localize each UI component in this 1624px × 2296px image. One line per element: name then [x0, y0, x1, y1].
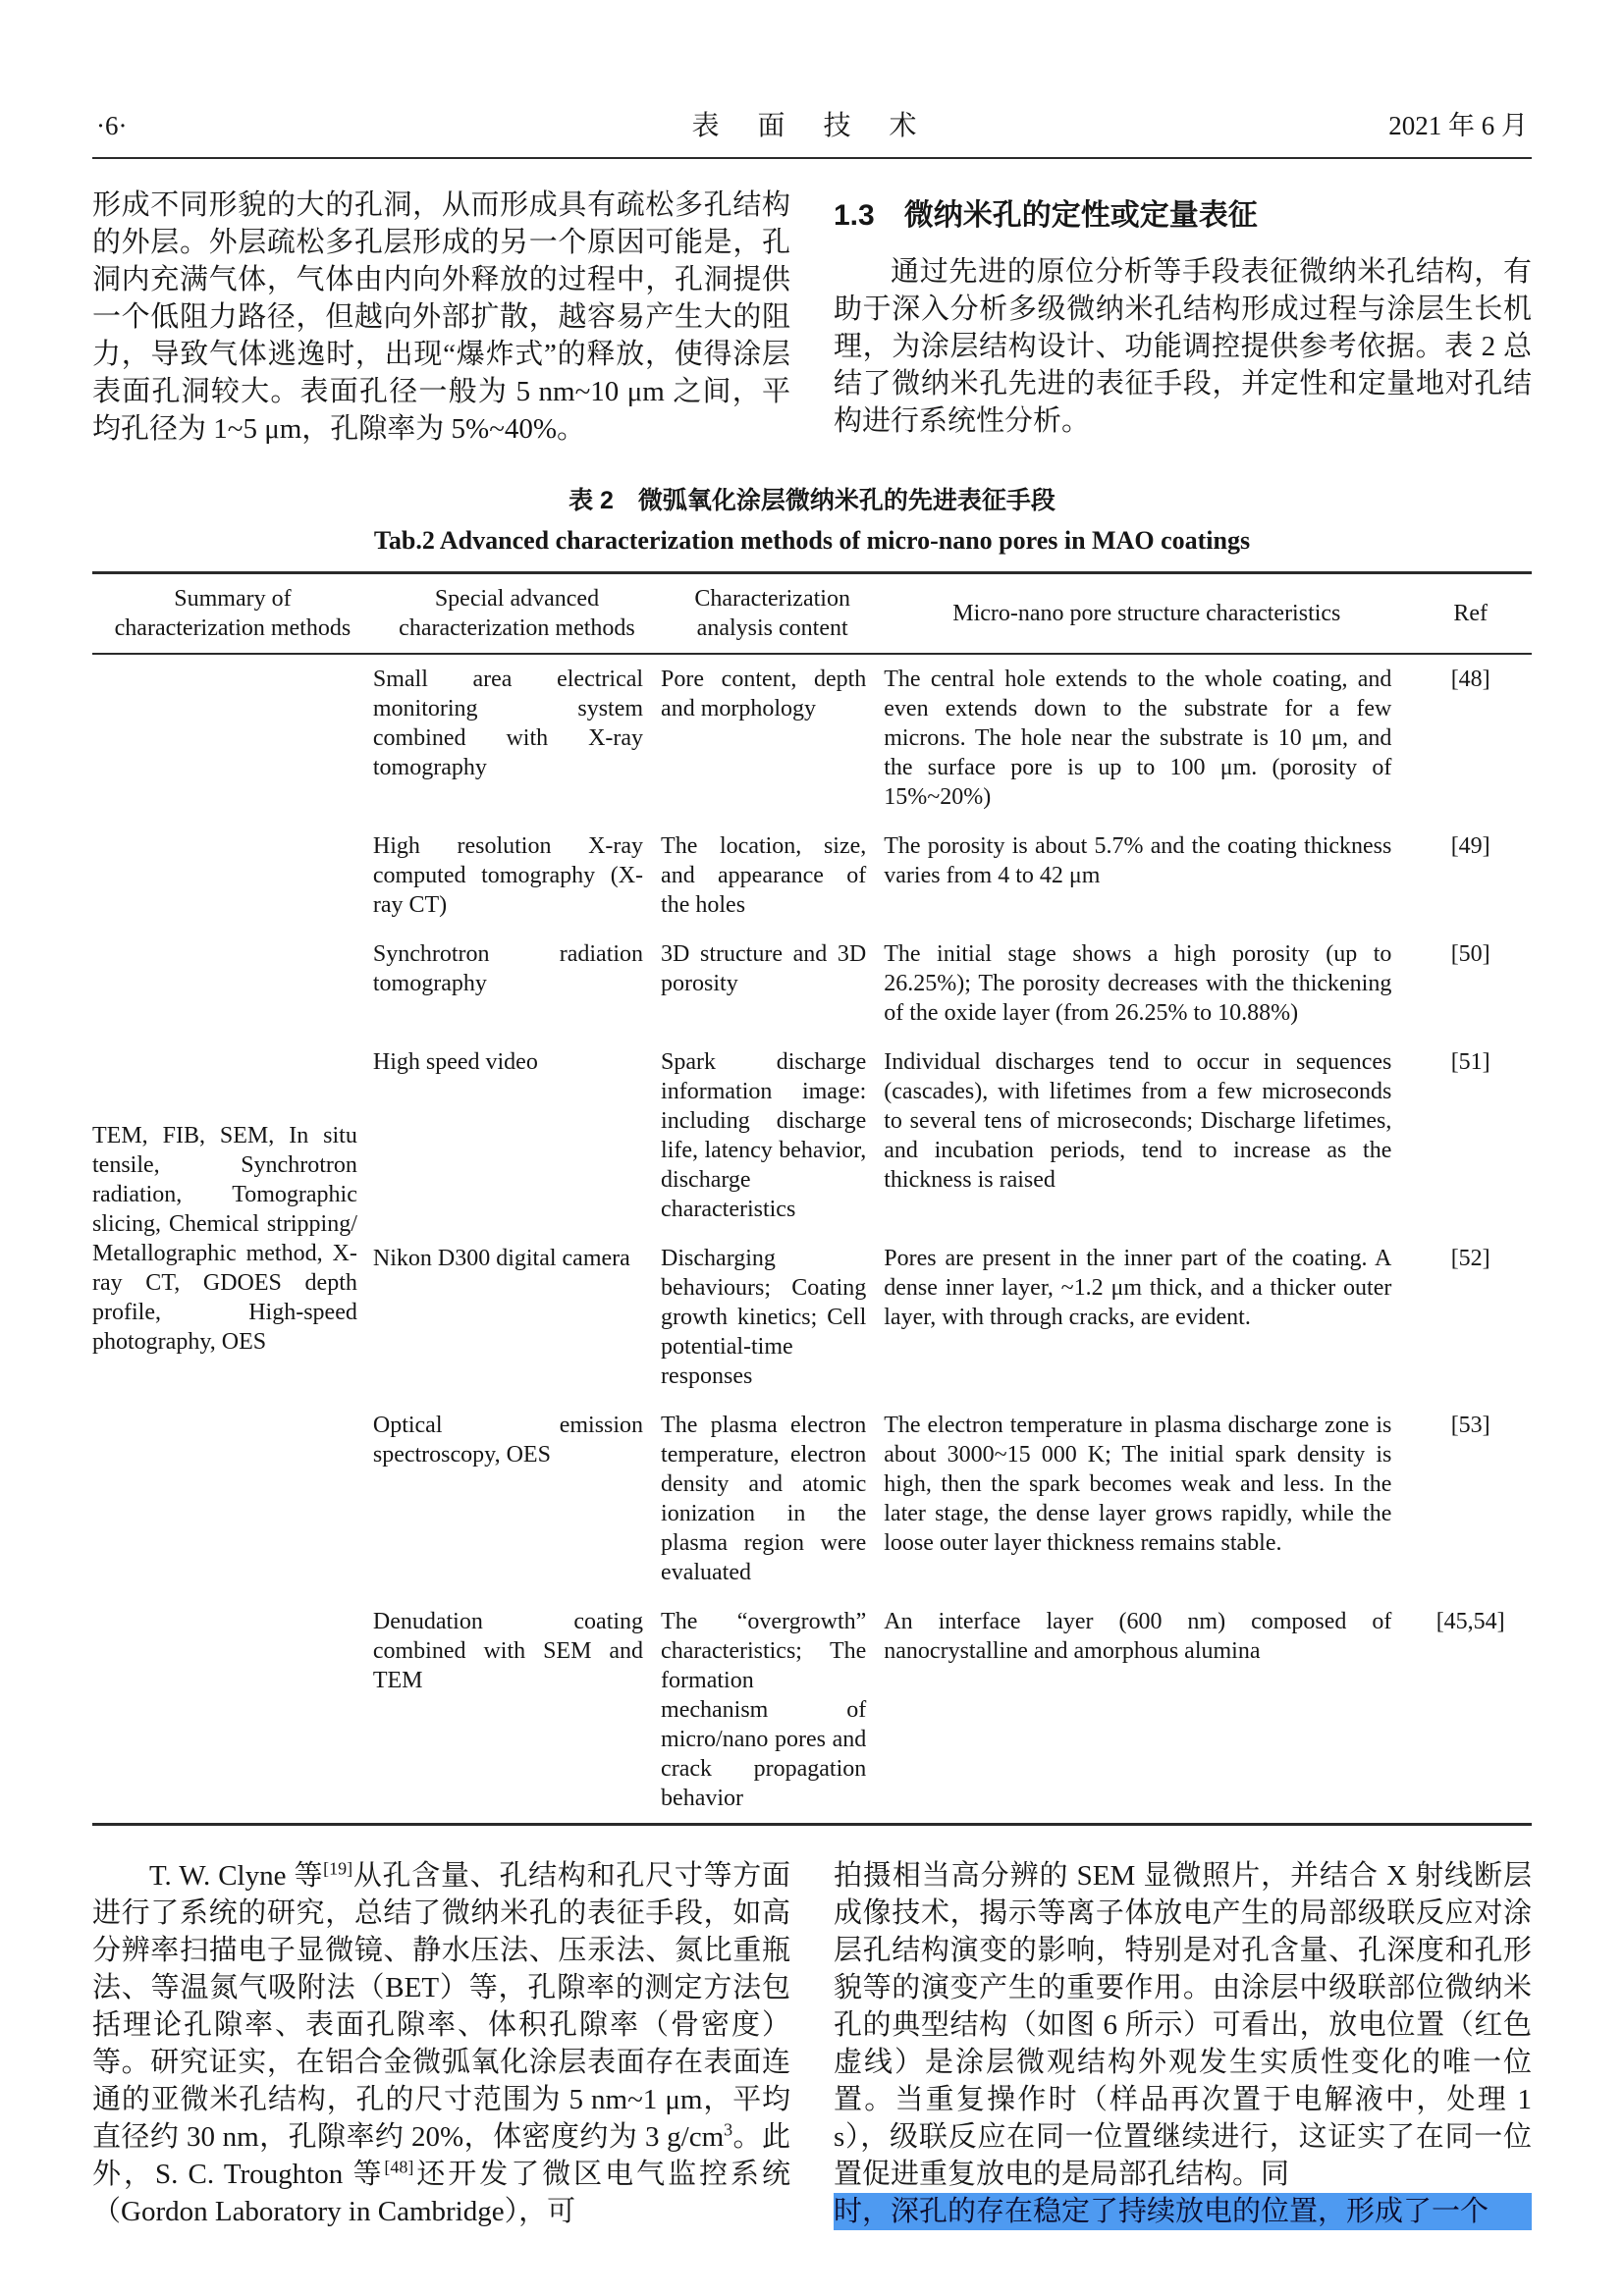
cell-method: Nikon D300 digital camera — [372, 1246, 630, 1271]
cell-ref: [48] — [1450, 667, 1490, 692]
col-header-ref: Ref — [1409, 573, 1532, 655]
cell-ref: [50] — [1450, 941, 1490, 967]
cell-ref: [52] — [1450, 1246, 1490, 1271]
cell-method: Denudation coating combined with SEM and TEM — [372, 1609, 644, 1693]
cell-content: The plasma electron temperature, electron density and atomic ionization in the plasma region were evaluated — [661, 1413, 867, 1585]
closing-left-column — [92, 1857, 790, 2230]
cell-method: Optical emission spectroscopy, OES — [372, 1413, 644, 1468]
intro-section — [92, 187, 1532, 448]
intro-right-column — [834, 187, 1532, 448]
cell-characteristics: The central hole extends to the whole coating, and even extends down to the substrate for a few microns. The hole near the substrate is 10 μm, and the surface pore is up to 100 μm. (porosity of 15%~20%) — [884, 667, 1392, 810]
cell-characteristics: The electron temperature in plasma discharge zone is about 3000~15 000 K; The initial spark density is high, then the spark becomes weak and less. In the later stage, the dense layer grows rapidly, while the loose outer layer thickness remains stable. — [884, 1413, 1392, 1556]
cell-content: The “overgrowth” characteristics; The formation mechanism of micro/nano pores and crack propagation behavior — [661, 1609, 867, 1811]
cell-method: Synchrotron radiation tomography — [372, 941, 644, 996]
cell-ref: [51] — [1450, 1049, 1490, 1075]
table-row — [92, 654, 1532, 822]
cell-characteristics: An interface layer (600 nm) composed of nanocrystalline and amorphous alumina — [884, 1609, 1392, 1664]
cell-content: Pore content, depth and morphology — [661, 667, 867, 721]
cell-method: Small area electrical monitoring system combined with X-ray tomography — [372, 667, 644, 780]
paragraph: T. W. Clyne 等[19]从孔含量、孔结构和孔尺寸等方面进行了系统的研究，总结了微纳米孔的表征手段，如高分辨率扫描电子显微镜、静水压法、压汞法、氮比重瓶法、等温氮气吸附法（BET）等，孔隙率的测定方法包括理论孔隙率、表面孔隙率、体积孔隙率（骨密度）等。研究证实，在铝合金微弧氧化涂层表面存在表面连通的亚微米孔结构，孔的尺寸范围为 5 nm~1 μm，平均直径约 30 nm，孔隙率约 20%，体密度约为 3 $g/cm^3$。此外，S. C. Troughton 等[48]还开发了微区电气监控系统（Gordon Laboratory in Cambridge），可 — [92, 1858, 790, 2227]
cell-method: High speed video — [372, 1049, 538, 1075]
characterization-table — [92, 571, 1532, 1826]
cell-content: The location, size, and appearance of the holes — [661, 833, 867, 918]
paragraph: 通过先进的原位分析等手段表征微纳米孔结构，有助于深入分析多级微纳米孔结构形成过程与涂层生长机理，为涂层结构设计、功能调控提供参考依据。表 2 总结了微纳米孔先进的表征手段，并定性和定量地对孔结构进行系统性分析。 — [834, 256, 1532, 437]
col-header-special-methods: Special advanced characterization methods — [373, 573, 661, 655]
paragraph: 形成不同形貌的大的孔洞，从而形成具有疏松多孔结构的外层。外层疏松多孔层形成的另一个原因可能是，孔洞内充满气体，气体由内向外释放的过程中，孔洞提供一个低阻力路径，但越向外部扩散，越容易产生大的阻力，导致气体逃逸时，出现“爆炸式”的释放，使得涂层表面孔洞较大。表面孔径一般为 5 nm~10 μm 之间，平均孔径为 1~5 μm，孔隙率为 5%~40%。 — [92, 189, 790, 445]
cell-content: Spark discharge information image: including discharge life, latency behavior, discharge characteristics — [661, 1049, 867, 1222]
cell-summary: TEM, FIB, SEM, In situ tensile, Synchrotron radiation, Tomographic slicing, Chemical stripping/ Metallographic method, X-ray CT, GDOES depth profile, High-speed photography, OES — [92, 1123, 357, 1355]
cell-ref: [49] — [1450, 833, 1490, 859]
issue-date: 2021 年 6 月 — [1388, 111, 1528, 140]
table-caption — [92, 481, 1532, 556]
selected-text-line: 时，深孔的存在稳定了持续放电的位置，形成了一个 — [834, 2193, 1532, 2230]
closing-right-column — [834, 1857, 1532, 2230]
cell-content: 3D structure and 3D porosity — [661, 941, 867, 996]
cell-characteristics: The initial stage shows a high porosity (up to 26.25%); The porosity decreases with the thickening of the oxide layer (from 26.25% to 10.88%) — [884, 941, 1392, 1026]
cell-method: High resolution X-ray computed tomography (X-ray CT) — [372, 833, 644, 918]
cell-characteristics: Pores are present in the inner part of the coating. A dense inner layer, ~1.2 μm thick, and a thicker outer layer, with through cracks, are evident. — [884, 1246, 1392, 1330]
intro-left-column — [92, 187, 790, 448]
running-head — [92, 104, 1532, 159]
cell-characteristics: Individual discharges tend to occur in sequences (cascades), with lifetimes from a few microseconds to several tens of microseconds; Discharge lifetimes, and incubation periods, tend to increase as the thickness is raised — [884, 1049, 1392, 1193]
table-header-row — [92, 573, 1532, 655]
closing-section — [92, 1857, 1532, 2230]
cell-ref: [53] — [1450, 1413, 1490, 1438]
cell-content: Discharging behaviours; Coating growth kinetics; Cell potential-time responses — [661, 1246, 867, 1389]
journal-title: 表 面 技 术 — [691, 111, 933, 141]
page-number: ·6· — [96, 111, 128, 140]
col-header-structure-characteristics: Micro-nano pore structure characteristics — [884, 573, 1409, 655]
table-caption-en: Tab.2 Advanced characterization methods of micro-nano pores in MAO coatings — [373, 526, 1251, 555]
paragraph: 拍摄相当高分辨的 SEM 显微照片，并结合 X 射线断层成像技术，揭示等离子体放电产生的局部级联反应对涂层孔结构演变的影响，特别是对孔含量、孔深度和孔形貌等的演变产生的重要作用。由涂层中级联部位微纳米孔的典型结构（如图 6 所示）可看出，放电位置（红色虚线）是涂层微观结构外观发生实质性变化的唯一位置。当重复操作时（样品再次置于电解液中，处理 1 s），级联反应在同一位置继续进行，这证实了在同一位置促进重复放电的是局部孔结构。同 — [834, 1860, 1532, 2190]
table-caption-zh: 表 2 微弧氧化涂层微纳米孔的先进表征手段 — [568, 487, 1056, 514]
col-header-summary: Summary of characterization methods — [92, 573, 373, 655]
cell-characteristics: The porosity is about 5.7% and the coating thickness varies from 4 to 42 μm — [884, 833, 1392, 888]
cell-ref: [45,54] — [1435, 1609, 1505, 1634]
col-header-analysis-content: Characterization analysis content — [661, 573, 884, 655]
section-heading: 1.3 微纳米孔的定性或定量表征 — [834, 199, 1258, 232]
